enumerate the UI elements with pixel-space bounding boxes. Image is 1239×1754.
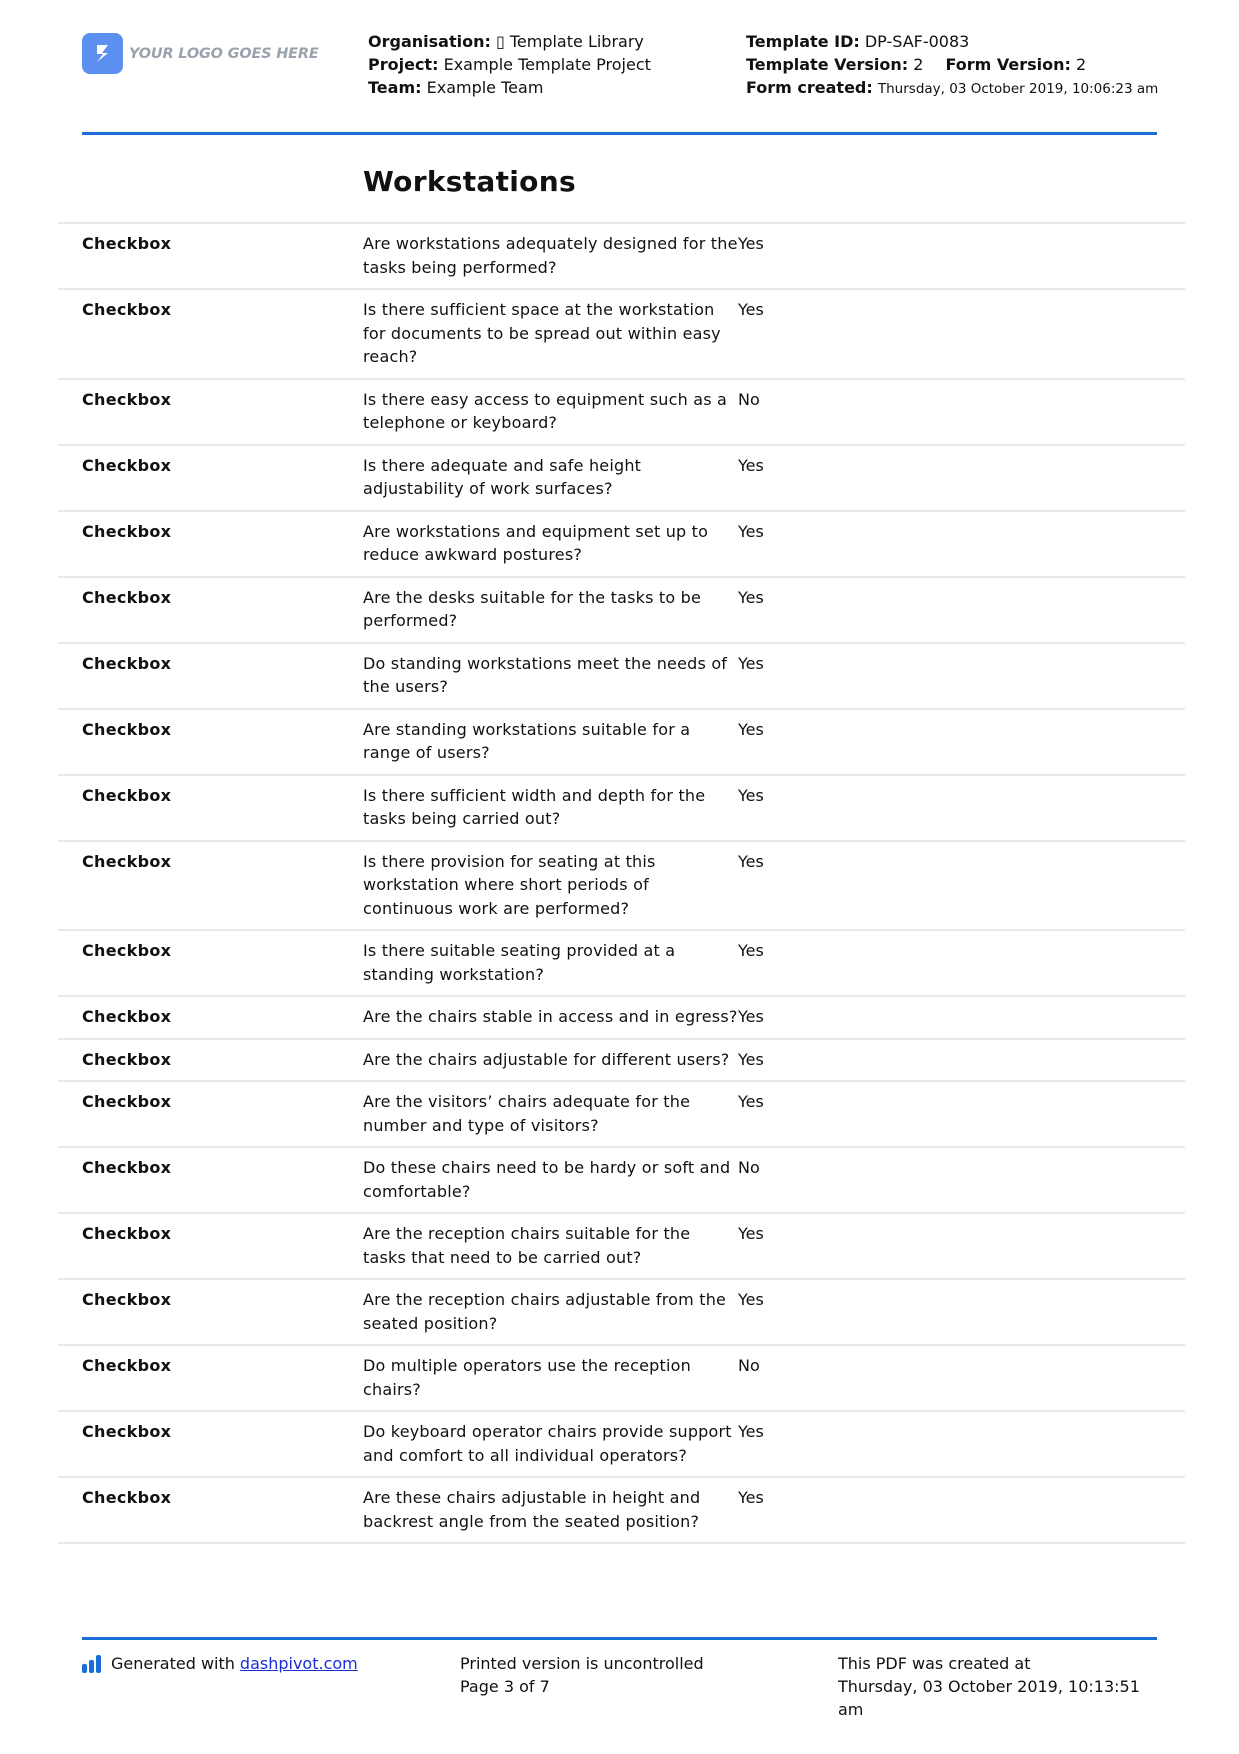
table-row: [58, 929, 1185, 995]
uncontrolled-text: Printed version is uncontrolled: [460, 1654, 704, 1673]
row-field-type: Checkbox: [82, 1158, 172, 1177]
row-question: Are the chairs stable in access and in egress?: [363, 1007, 738, 1026]
dashpivot-link[interactable]: dashpivot.com: [239, 1654, 358, 1673]
row-answer: Yes: [738, 1422, 764, 1441]
row-question: Are the reception chairs suitable for the tasks that need to be carried out?: [363, 1224, 691, 1267]
row-question: Are the desks suitable for the tasks to be performed?: [363, 587, 702, 630]
table-row: [58, 1476, 1185, 1544]
table-row: [58, 1410, 1185, 1476]
table-row: [58, 840, 1185, 930]
row-field-type: Checkbox: [82, 521, 172, 541]
row-question: Are workstations and equipment set up to reduce awkward postures?: [363, 521, 709, 564]
row-answer: Yes: [738, 851, 764, 871]
company-logo: [82, 33, 319, 74]
table-row: [58, 510, 1185, 576]
row-question: Do these chairs need to be hardy or soft and comfortable?: [363, 1158, 731, 1201]
print-notice: [460, 1652, 704, 1698]
project-value: Example Template Project: [443, 55, 651, 74]
organisation-value: ▯ Template Library: [495, 32, 644, 51]
table-row: [58, 1278, 1185, 1344]
table-row: [58, 222, 1185, 288]
row-answer: Yes: [738, 521, 764, 541]
row-answer: Yes: [738, 653, 764, 673]
template-version-label: Template Version:: [746, 55, 909, 74]
row-question: Are standing workstations suitable for a range of users?: [363, 719, 691, 762]
header-divider: [82, 132, 1157, 135]
table-row: [58, 1212, 1185, 1278]
row-answer: Yes: [738, 941, 764, 960]
table-row: [58, 1080, 1185, 1146]
organisation-label: Organisation:: [368, 32, 491, 51]
row-question: Is there suitable seating provided at a standing workstation?: [363, 941, 676, 984]
row-field-type: Checkbox: [82, 1224, 172, 1243]
table-row: [58, 1146, 1185, 1212]
row-field-type: Checkbox: [82, 587, 172, 607]
team-label: Team:: [368, 78, 422, 97]
logo-text: YOUR LOGO GOES HERE: [129, 45, 319, 62]
row-question: Is there easy access to equipment such as a telephone or keyboard?: [363, 389, 728, 432]
row-field-type: Checkbox: [82, 455, 172, 475]
table-row: [58, 642, 1185, 708]
project-label: Project:: [368, 55, 439, 74]
pdf-created: [838, 1652, 1158, 1721]
table-row: [58, 378, 1185, 444]
template-id-label: Template ID:: [746, 32, 860, 51]
row-answer: Yes: [738, 1049, 764, 1069]
row-field-type: Checkbox: [82, 300, 172, 319]
row-question: Is there sufficient width and depth for the tasks being carried out?: [363, 785, 706, 828]
row-question: Do keyboard operator chairs provide support and comfort to all individual operators?: [363, 1422, 732, 1465]
pdf-created-label: This PDF was created at: [838, 1654, 1031, 1673]
row-field-type: Checkbox: [82, 234, 172, 253]
row-field-type: Checkbox: [82, 941, 172, 960]
row-question: Are the visitors’ chairs adequate for the number and type of visitors?: [363, 1092, 691, 1135]
header-template-info: [746, 30, 1166, 101]
form-created-value: Thursday, 03 October 2019, 10:06:23 am: [877, 81, 1159, 97]
form-created-label: Form created:: [746, 78, 873, 97]
page-number: Page 3 of 7: [460, 1677, 550, 1696]
row-answer: Yes: [738, 1007, 764, 1026]
table-row: [58, 774, 1185, 840]
table-row: [58, 444, 1185, 510]
row-field-type: Checkbox: [82, 1356, 172, 1375]
row-answer: Yes: [738, 234, 764, 253]
row-field-type: Checkbox: [82, 389, 172, 409]
header-org-info: [368, 30, 651, 99]
page-header: [82, 30, 1157, 134]
checklist-table: [58, 222, 1185, 1544]
row-answer: Yes: [738, 785, 764, 805]
row-question: Is there adequate and safe height adjustability of work surfaces?: [363, 455, 642, 498]
table-row: [58, 1344, 1185, 1410]
table-row: [58, 708, 1185, 774]
row-field-type: Checkbox: [82, 1092, 172, 1111]
generated-with: [82, 1652, 358, 1675]
row-field-type: Checkbox: [82, 1007, 172, 1026]
row-field-type: Checkbox: [82, 1290, 172, 1309]
dashpivot-logo-icon: [82, 1655, 103, 1673]
row-answer: No: [738, 389, 760, 409]
template-id-value: DP-SAF-0083: [864, 32, 970, 51]
row-answer: Yes: [738, 719, 764, 739]
row-answer: Yes: [738, 300, 764, 319]
form-version-value: 2: [1075, 55, 1087, 74]
team-value: Example Team: [426, 78, 544, 97]
logo-icon: [82, 33, 123, 74]
row-field-type: Checkbox: [82, 1422, 172, 1441]
row-field-type: Checkbox: [82, 1488, 172, 1507]
section-title: Workstations: [363, 165, 576, 198]
row-question: Do multiple operators use the reception chairs?: [363, 1356, 691, 1399]
row-field-type: Checkbox: [82, 1049, 172, 1069]
generated-text: Generated with: [111, 1654, 235, 1673]
template-version-value: 2: [913, 55, 924, 74]
row-question: Are these chairs adjustable in height and backrest angle from the seated position?: [363, 1488, 701, 1531]
row-question: Is there provision for seating at this workstation where short periods of continuous work are performed?: [363, 851, 656, 918]
row-answer: Yes: [738, 455, 764, 475]
row-field-type: Checkbox: [82, 785, 172, 805]
row-answer: No: [738, 1158, 760, 1177]
table-row: [58, 288, 1185, 378]
row-question: Do standing workstations meet the needs of the users?: [363, 653, 728, 696]
row-answer: Yes: [738, 587, 764, 607]
row-answer: Yes: [738, 1488, 764, 1507]
table-row: [58, 1038, 1185, 1081]
table-row: [58, 995, 1185, 1038]
pdf-created-value: Thursday, 03 October 2019, 10:13:51 am: [838, 1677, 1140, 1719]
row-answer: Yes: [738, 1224, 764, 1243]
row-question: Are the reception chairs adjustable from the seated position?: [363, 1290, 727, 1333]
footer-divider: [82, 1637, 1157, 1640]
row-answer: Yes: [738, 1092, 764, 1111]
row-answer: Yes: [738, 1290, 764, 1309]
row-field-type: Checkbox: [82, 851, 172, 871]
table-row: [58, 576, 1185, 642]
row-field-type: Checkbox: [82, 653, 172, 673]
row-answer: No: [738, 1356, 760, 1375]
form-version-label: Form Version:: [945, 55, 1071, 74]
row-question: Is there sufficient space at the workstation for documents to be spread out within easy reach?: [363, 300, 721, 366]
row-field-type: Checkbox: [82, 719, 172, 739]
row-question: Are the chairs adjustable for different users?: [363, 1049, 730, 1069]
row-question: Are workstations adequately designed for the tasks being performed?: [363, 234, 738, 277]
